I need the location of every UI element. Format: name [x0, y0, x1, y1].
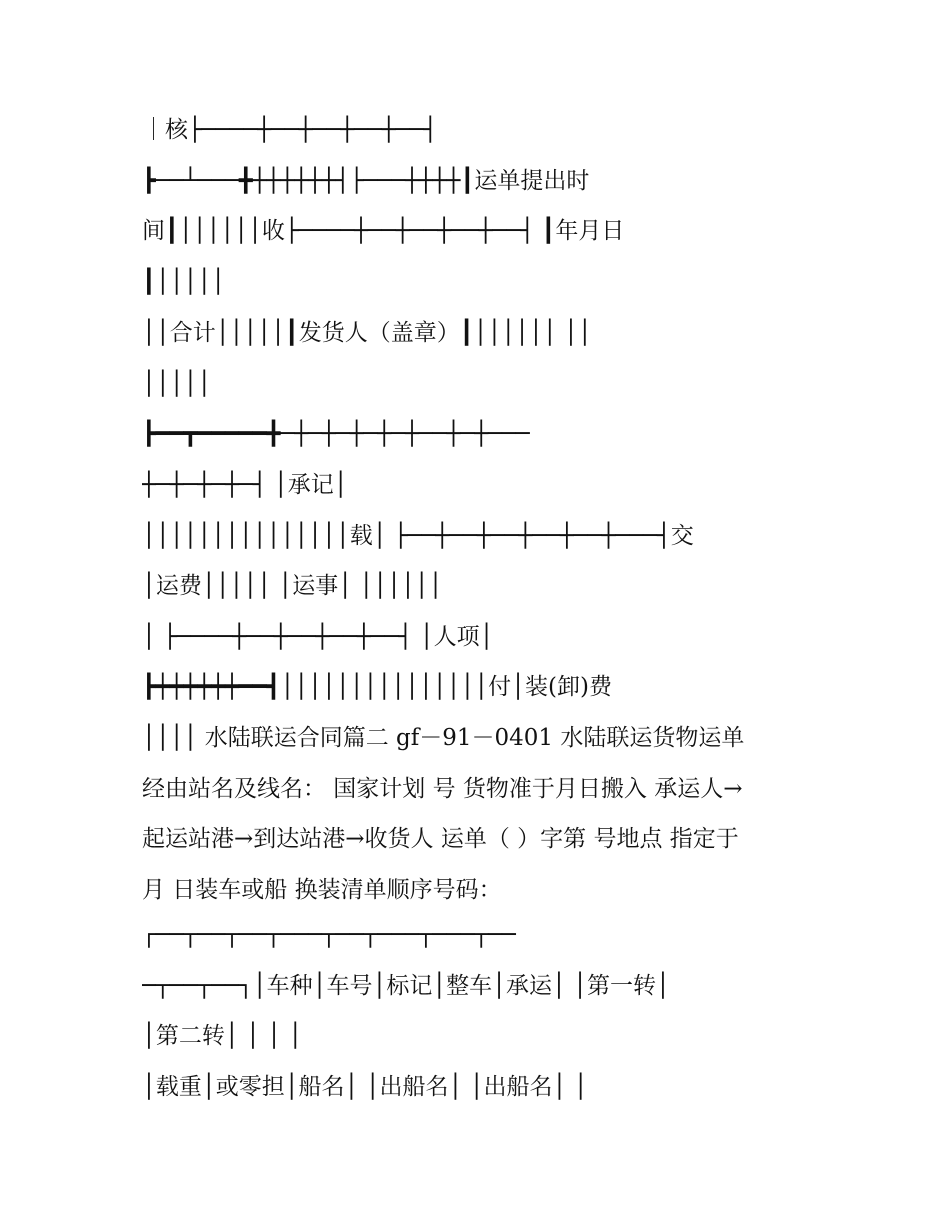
text-line: 月 日装车或船 换装清单顺序号码： — [142, 877, 502, 903]
text-line: │运费│││││ │运事│ ││││││ — [142, 573, 443, 599]
text-line: ─┬──┬──┐│车种│车号│标记│整车│承运│ │第一转│ — [142, 973, 670, 999]
text-line: ┌──┬──┬──┬───┬──┬───┬───┬── — [142, 922, 516, 948]
text-line: ┼─┼─┼─┼─┤ │承记│ — [142, 472, 348, 498]
text-line: ││合计│││││┃发货人（盖章）┃││││││ ││ — [142, 320, 592, 346]
text-line: │││││ — [142, 371, 212, 397]
text-line: ┃│││││ — [142, 269, 226, 295]
text-line: 经由站名及线名： 国家计划 号 货物准于月日搬入 承运人→ — [142, 776, 743, 802]
text-line: │ ├────┼──┼──┼──┼──┤ │人项│ — [142, 624, 494, 650]
text-line: ┣┿┿┿┿┿┿━━┫│││││││││││││││付│装(卸)费 — [142, 674, 612, 700]
text-line: 间┃││││││收├────┼──┼──┼──┼──┤ ┃年月日 — [142, 218, 625, 244]
text-line: ││││ 水陆联运合同篇二 gf－91－0401 水陆联运货物运单 — [142, 725, 745, 751]
text-line: ┣──┴───╋┼┼┼┼┼┼┤├───┼┼┼┼┃运单提出时 — [142, 168, 590, 194]
text-line: │载重│或零担│船名│ │出船名│ │出船名│ │ — [142, 1074, 588, 1100]
text-line: │││││││││││││││载│ ├──┼──┼──┼──┼──┼───┤交 — [142, 523, 694, 549]
text-line: ｜核├────┼──┼──┼──┼──┤ — [142, 117, 438, 143]
text-line: │第二转│ │ │ │ — [142, 1023, 303, 1049]
text-line: ┣━━┳━━━━━╋─┼─┼─┼─┼─┼──┼─┼─── — [142, 421, 530, 447]
text-line: 起运站港→到达站港→收货人 运单（ ）字第 号地点 指定于 — [142, 826, 739, 852]
